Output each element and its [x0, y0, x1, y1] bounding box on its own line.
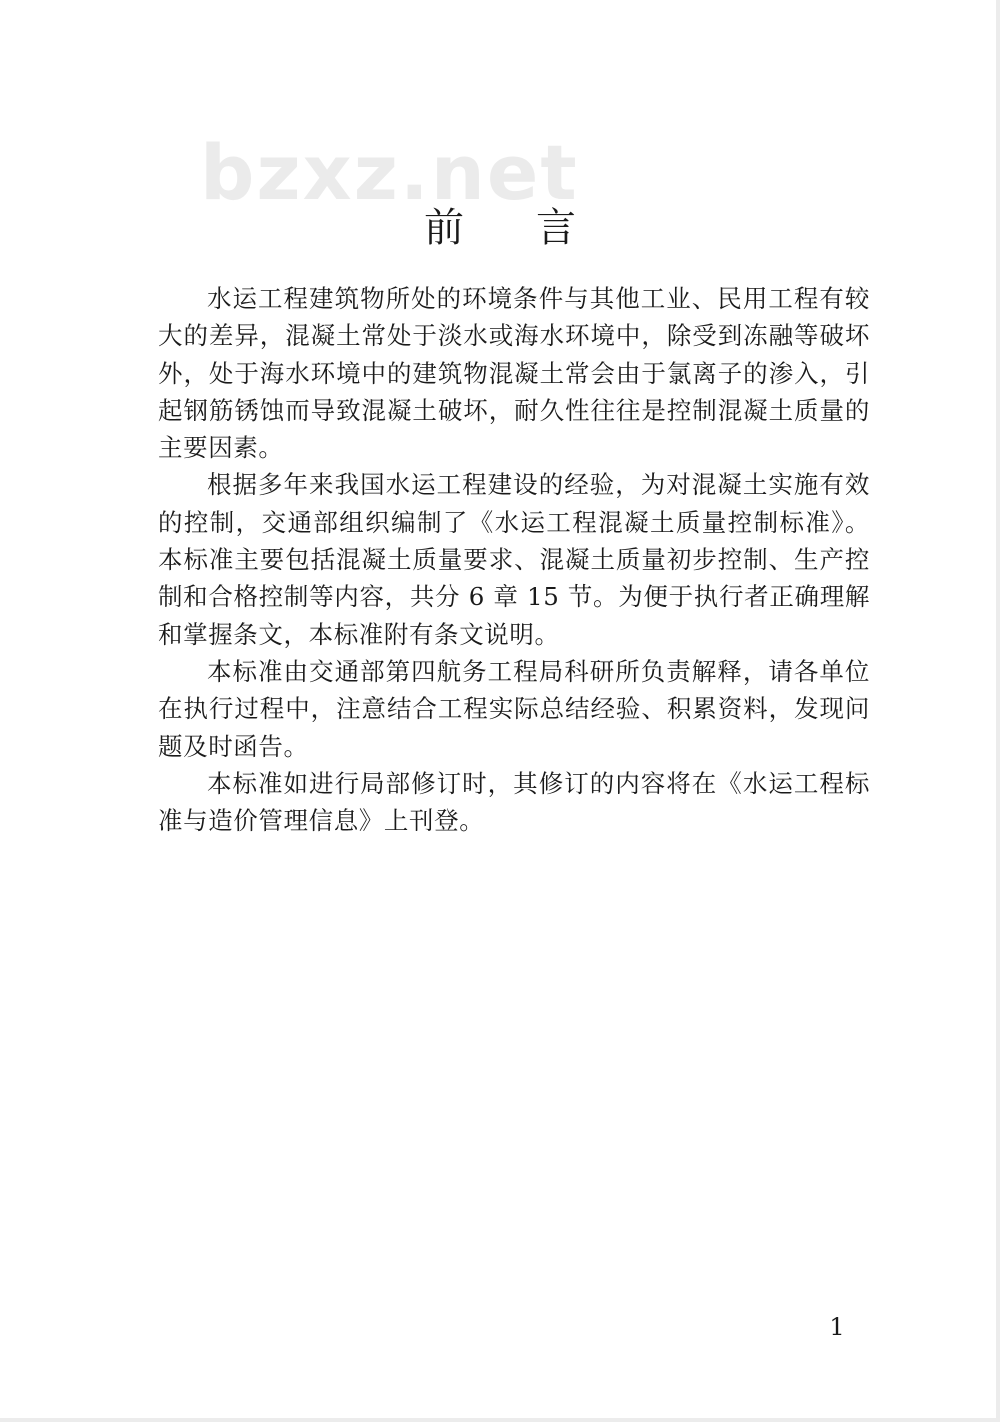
paragraph-3: 本标准由交通部第四航务工程局科研所负责解释，请各单位在执行过程中，注意结合工程实际总结经验、积累资料，发现问题及时函告。	[158, 656, 870, 761]
page-number: 1	[829, 1313, 845, 1341]
paragraph-1: 水运工程建筑物所处的环境条件与其他工业、民用工程有较大的差异，混凝土常处于淡水或海水环境中，除受到冻融等破坏外，处于海水环境中的建筑物混凝土常会由于氯离子的渗入，引起钢筋锈蚀而导致混凝土破坏，耐久性往往是控制混凝土质量的主要因素。	[158, 284, 870, 463]
body-text	[158, 280, 870, 839]
paragraph-2: 根据多年来我国水运工程建设的经验，为对混凝土实施有效的控制，交通部组织编制了《水运工程混凝土质量控制标准》。本标准主要包括混凝土质量要求、混凝土质量初步控制、生产控制和合格控制等内容，共分 6 章 15 节。为便于执行者正确理解和掌握条文，本标准附有条文说明。	[158, 470, 870, 649]
paragraph-4: 本标准如进行局部修订时，其修订的内容将在《水运工程标准与造价管理信息》上刊登。	[158, 768, 870, 836]
watermark: bzxz.net	[200, 128, 579, 217]
page-title: 前言	[424, 205, 648, 251]
